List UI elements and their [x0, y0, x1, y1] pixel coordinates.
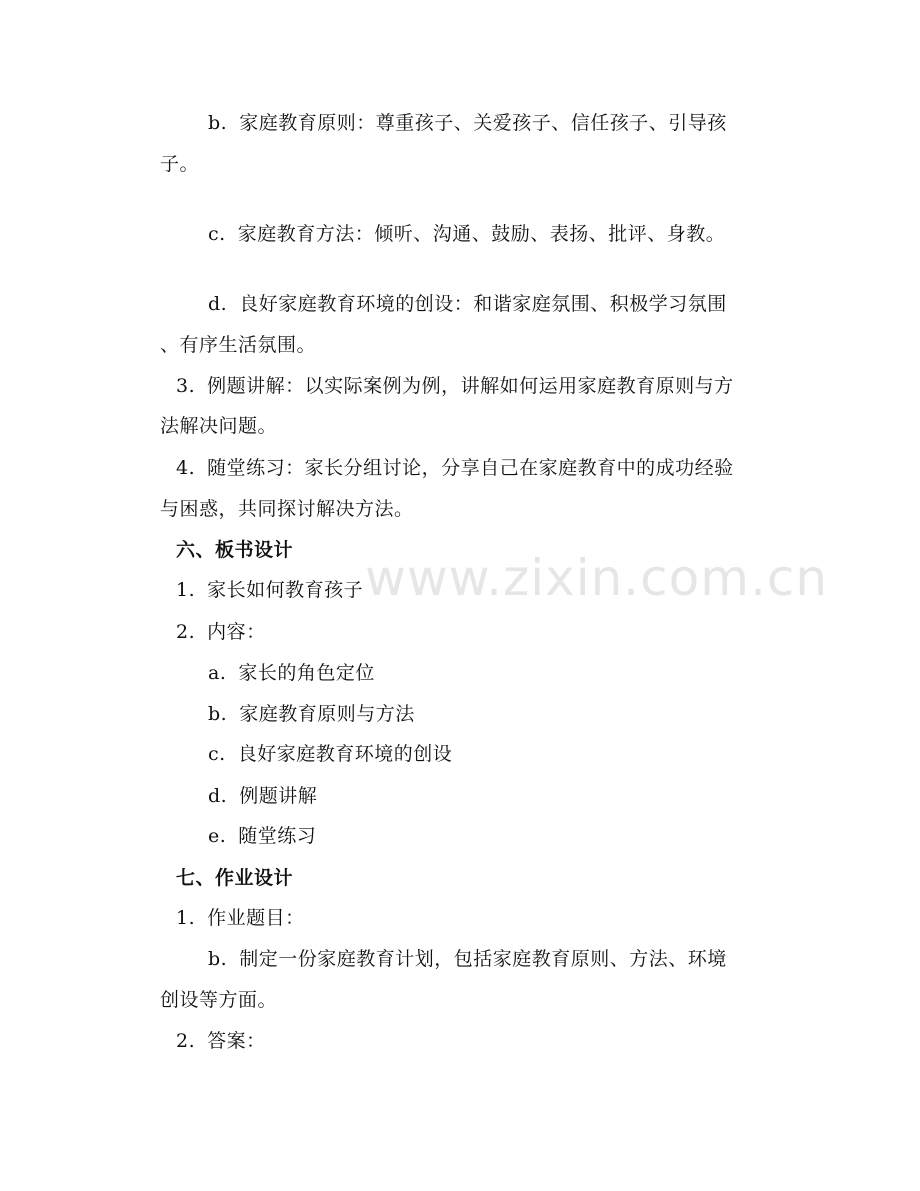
- list-marker: b.: [208, 948, 228, 970]
- methods-text: 家庭教育方法：倾听、沟通、鼓励、表扬、批评、身教。: [237, 223, 726, 245]
- subitem-text: 良好家庭教育环境的创设: [237, 743, 453, 765]
- section7-heading: 七、作业设计: [176, 867, 294, 889]
- list-marker: c.: [208, 743, 226, 765]
- watermark: www.zixin.com.cn: [365, 549, 829, 607]
- section7-b-line-1: [208, 946, 727, 972]
- list-marker: 4.: [176, 457, 196, 479]
- principles-line-2: 子。: [160, 153, 200, 175]
- section7-b-text: 制定一份家庭教育计划，包括家庭教育原则、方法、环境: [239, 948, 727, 970]
- list-marker: 2.: [176, 621, 196, 643]
- list-marker: 2.: [176, 1030, 196, 1052]
- list-marker: d.: [208, 293, 228, 315]
- list-marker: 3.: [176, 375, 196, 397]
- section7-item1-text: 作业题目：: [207, 907, 305, 929]
- environment-text: 良好家庭教育环境的创设：和谐家庭氛围、积极学习氛围: [239, 293, 727, 315]
- section6-item2: [176, 619, 266, 645]
- section7-item1: [176, 905, 305, 931]
- section6-subitem-e: [208, 823, 316, 849]
- section6-item1: [176, 577, 363, 603]
- section6-item1-text: 家长如何教育孩子: [207, 579, 364, 601]
- section6-item2-text: 内容：: [207, 621, 266, 643]
- item4-line-2: 与困惑，共同探讨解决方法。: [160, 498, 414, 520]
- environment-line-1: [208, 291, 727, 317]
- list-marker: b.: [208, 703, 228, 725]
- list-marker: b.: [208, 112, 228, 134]
- item4-text: 随堂练习：家长分组讨论，分享自己在家庭教育中的成功经验: [207, 457, 734, 479]
- subitem-text: 家长的角色定位: [238, 662, 375, 684]
- item3-line-1: [176, 373, 734, 399]
- list-marker: d.: [208, 785, 228, 807]
- section7-b-line-2: 创设等方面。: [160, 989, 278, 1011]
- subitem-text: 例题讲解: [239, 785, 318, 807]
- item3-line-2: 法解决问题。: [160, 415, 278, 437]
- principles-text: 家庭教育原则：尊重孩子、关爱孩子、信任孩子、引导孩: [239, 112, 727, 134]
- section6-heading: 六、板书设计: [176, 539, 294, 561]
- list-marker: 1.: [176, 907, 196, 929]
- section6-subitem-d: [208, 783, 317, 809]
- list-marker: 1.: [176, 579, 196, 601]
- section6-subitem-b: [208, 701, 415, 727]
- section6-subitem-a: [208, 660, 375, 686]
- environment-line-2: 、有序生活氛围。: [160, 334, 317, 356]
- list-marker: c.: [208, 223, 226, 245]
- subitem-text: 家庭教育原则与方法: [239, 703, 415, 725]
- methods-line: [208, 221, 725, 247]
- section7-item2: [176, 1028, 266, 1054]
- item3-text: 例题讲解：以实际案例为例，讲解如何运用家庭教育原则与方: [207, 375, 734, 397]
- principles-line-1: [208, 110, 727, 136]
- section7-item2-text: 答案：: [207, 1030, 266, 1052]
- subitem-text: 随堂练习: [238, 825, 317, 847]
- list-marker: e.: [208, 825, 227, 847]
- section6-subitem-c: [208, 741, 452, 767]
- item4-line-1: [176, 455, 734, 481]
- list-marker: a.: [208, 662, 227, 684]
